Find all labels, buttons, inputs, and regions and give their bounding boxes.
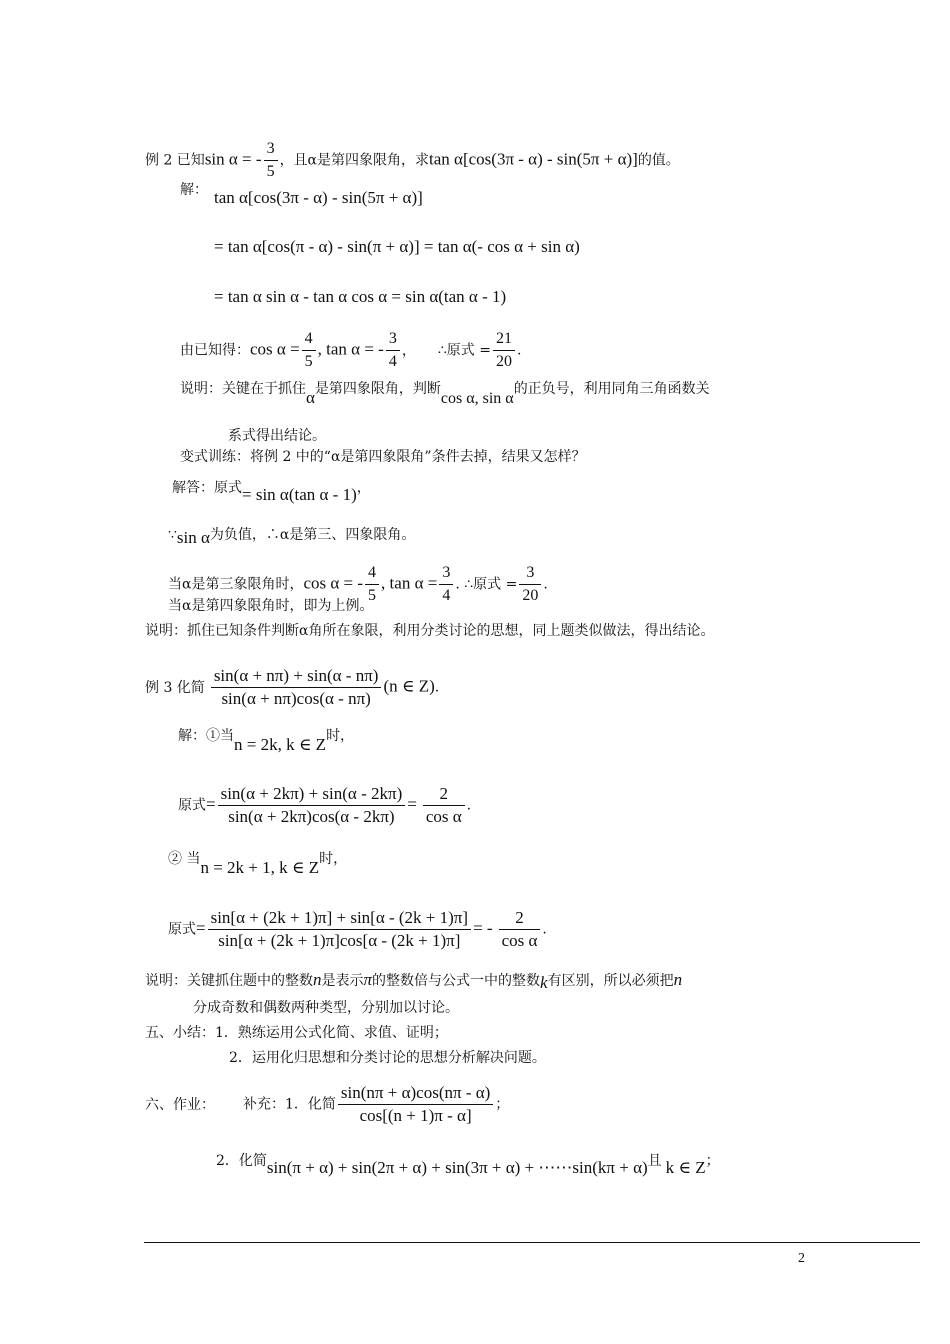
homework-1: 六、作业： 补充：1．化简 $\frac{\sin(n\pi + \alpha)\cos(n\pi - \alpha)}{\cos[(n + 1)\pi - \alpha]}$ ； (145, 1083, 510, 1125)
variant-negative: ∵sin α为负值，∴α是第三、四象限角。 (168, 527, 416, 547)
note-3-line-1: 说明：关键抓住题中的整数n是表示π的整数倍与公式一中的整数k有区别，所以必须把n (145, 970, 683, 992)
case-1-condition: 解：①当n = 2k, k ∈ Z时， (178, 728, 355, 754)
given-fraction: $\frac{3}{5}$ (264, 138, 278, 183)
solution-2-line-3: = tan α sin α - tan α cos α = sin α(tan α - 1) (214, 287, 507, 306)
cos-fraction: $\frac{4}{5}$ (302, 328, 316, 373)
summary-line-1: 五、小结：1．熟练运用公式化简、求值、证明； (145, 1025, 448, 1041)
summary-line-2: 2．运用化归思想和分类讨论的思想分析解决问题。 (229, 1050, 546, 1066)
footer-rule (144, 1242, 920, 1243)
example-2-label: 例 2 已知 (145, 152, 205, 169)
note-1-line-2: 系式得出结论。 (228, 428, 326, 444)
solution-2-line-2: = tan α[cos(π - α) - sin(π + α)] = tan α(- cos α + sin α) (214, 237, 580, 256)
variant-quadrant-4: 当α是第四象限角时，即为上例。 (168, 598, 374, 614)
example-3-fraction: $\frac{\sin(\alpha + n\pi) + \sin(\alpha - n\pi)}{\sin(\alpha + n\pi)\cos(\alpha - n\pi)}$ (211, 665, 382, 710)
example-2-statement: 例 2 已知sin α = - $\frac{3}{5}$ ，且α是第四象限角，求tan α[cos(3π - α) - sin(5π + α)]的值。 (145, 138, 680, 183)
case-1-result: 原式= $\frac{\sin(\alpha + 2k\pi) + \sin(\alpha - 2k\pi)}{\sin(\alpha + 2k\pi)\cos(\alpha - 2k\pi)}$ = $\frac{2}{\text{cos α}}$ . (178, 784, 472, 826)
note-3-line-2: 分成奇数和偶数两种类型，分别加以讨论。 (193, 1000, 459, 1016)
note-1-line-1: 说明：关键在于抓住α是第四象限角，判断cos α, sin α的正负号，利用同角三角函数关 (180, 381, 710, 407)
page-number: 2 (798, 1251, 805, 1266)
variant-quadrant-3: 当α是第三象限角时，cos α = - $\frac{4}{5}$ , tan α = $\frac{3}{4}$ . ∴原式 = $\frac{3}{20}$ . (168, 564, 548, 604)
case-2-condition: ② 当n = 2k + 1, k ∈ Z时， (168, 851, 348, 877)
result-fraction: $\frac{21}{20}$ (493, 328, 515, 373)
solution-2-label: 解： (180, 182, 208, 198)
example-3-statement: 例 3 化简 $\frac{\sin(\alpha + n\pi) + \sin(\alpha - n\pi)}{\sin(\alpha + n\pi)\cos(\alpha - n\pi)}$ (n ∈ Z). (145, 666, 440, 708)
homework-2: 2．化简sin(π + α) + sin(2π + α) + sin(3π + α) + ⋯⋯sin(kπ + α)且 k ∈ Z； (216, 1153, 720, 1177)
variant-prompt: 变式训练：将例 2 中的“α是第四象限角”条件去掉，结果又怎样？ (180, 449, 586, 465)
known-values: 由已知得：cos α = $\frac{4}{5}$ , tan α = - $\frac{3}{4}$ ， ∴原式 = $\frac{21}{20}$ . (180, 328, 521, 373)
solution-2-line-1: tan α[cos(3π - α) - sin(5π + α)] (214, 188, 423, 207)
variant-answer: 解答：原式= sin α(tan α - 1)， (172, 480, 371, 504)
given-sin: sin α = - (204, 149, 262, 169)
variant-note: 说明：抓住已知条件判断α角所在象限，利用分类讨论的思想，同上题类似做法，得出结论。 (145, 623, 715, 639)
tan-fraction: $\frac{3}{4}$ (386, 328, 400, 373)
case-2-result: 原式= $\frac{\sin[\alpha + (2k + 1)\pi] + \sin[\alpha - (2k + 1)\pi]}{\sin[\alpha + (2k + 1)\pi]\cos[\alpha - (2k + 1)\pi]}$ = - $\frac{2}{\text{cos α}}$ . (168, 908, 547, 950)
target-expression: tan α[cos(3π - α) - sin(5π + α)] (429, 149, 638, 169)
